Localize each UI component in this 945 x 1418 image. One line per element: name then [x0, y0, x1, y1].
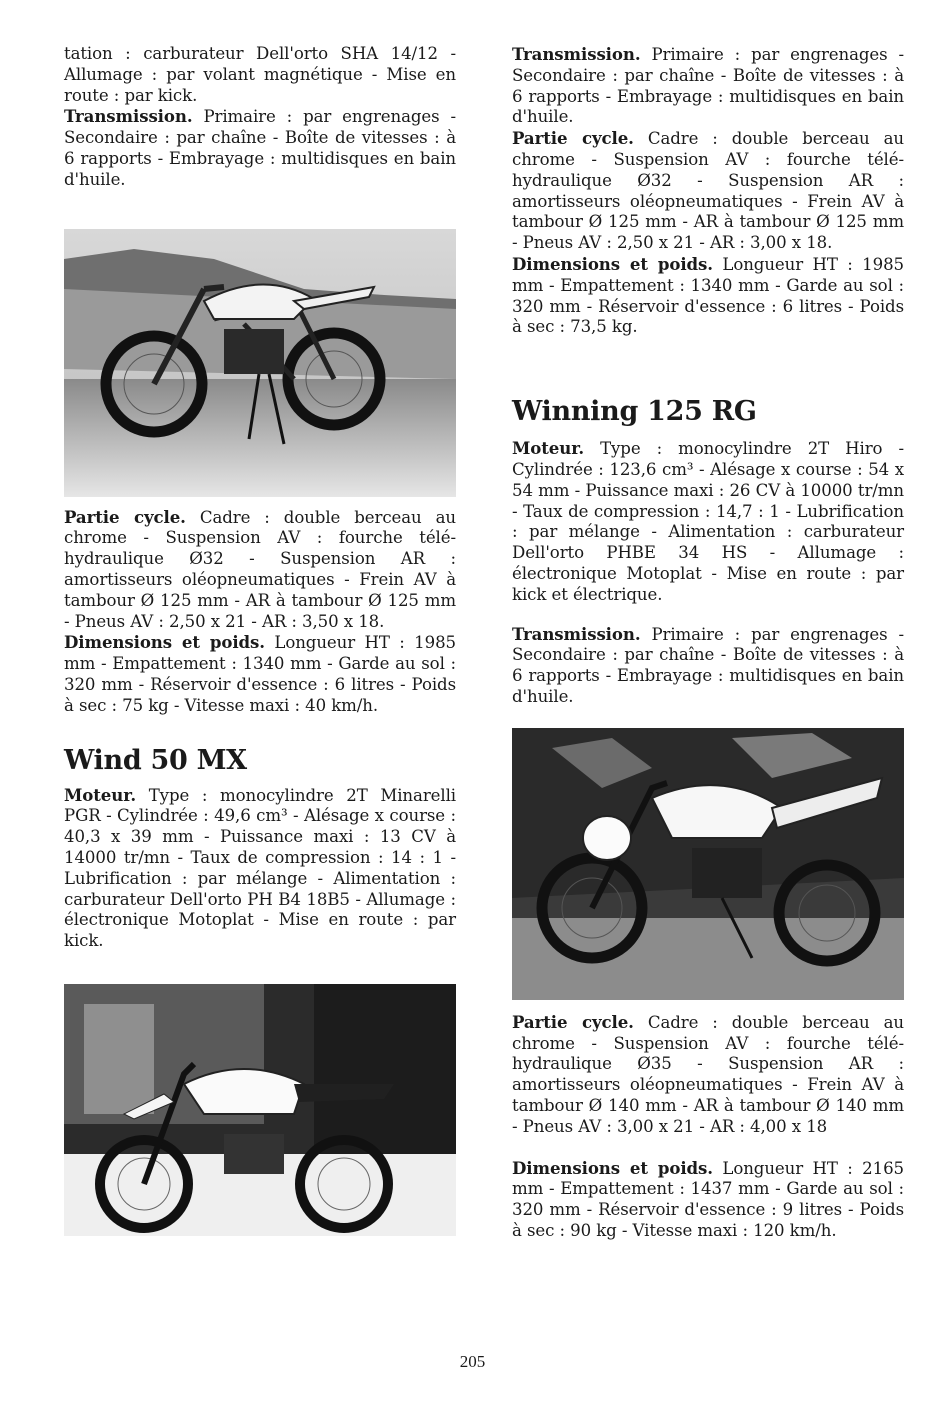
label-partie-cycle: Partie cycle.: [64, 506, 186, 527]
paragraph-dimensions-r1: Dimensions et poids. Longueur HT : 1985 mm - Empattement : 1340 mm - Garde au sol : 320 mm - Réservoir d'essence : 6 litres - Poids à sec : 73,5 kg.: [512, 253, 904, 337]
label-partie-cycle: Partie cycle.: [512, 128, 634, 149]
paragraph-partie-cycle-r1: Partie cycle. Cadre : double berceau au chrome - Suspension AV : fourche télé-hydraulique Ø32 - Suspension AR : amortisseurs oléopneumatiques - Frein AV à tambour Ø 125 mm - AR à tambour Ø 125 mm - Pneus AV : 2,50 x 21 - AR : 3,00 x 18.: [512, 128, 904, 253]
paragraph-transmission-r1: Transmission. Primaire : par engrenages - Secondaire : par chaîne - Boîte de vitesses : à 6 rapports - Embrayage : multidisques en bain d'huile.: [512, 44, 904, 127]
motorcycle-photo-winning: [512, 728, 904, 1000]
paragraph-partie-cycle-r2: Partie cycle. Cadre : double berceau au chrome - Suspension AV : fourche télé-hydraulique Ø35 - Suspension AR : amortisseurs oléopneumatiques - Frein AV à tambour Ø 140 mm - AR à tambour Ø 140 mm - Pneus AV : 3,00 x 21 - AR : 4,00 x 18: [512, 1011, 904, 1136]
left-column: [64, 44, 456, 1236]
paragraph-moteur-winning: Moteur. Type : monocylindre 2T Hiro - Cylindrée : 123,6 cm³ - Alésage x course : 54 x 54 mm - Puissance maxi : 26 CV à 10000 tr/mn - Taux de compression : 14,7 : 1 - Lubrification : par mélange - Alimentation : carburateur Dell'orto PHBE 34 HS - Allumage : électronique Motoplat - Mise en route : par kick et électrique.: [512, 438, 904, 604]
label-dimensions: Dimensions et poids.: [512, 253, 713, 274]
paragraph-dimensions-r2: Dimensions et poids. Longueur HT : 2165 mm - Empattement : 1437 mm - Garde au sol : 320 mm - Réservoir d'essence : 9 litres - Poids à sec : 90 kg - Vitesse maxi : 120 km/h.: [512, 1157, 904, 1240]
label-moteur: Moteur.: [64, 784, 137, 805]
motorcycle-photo-1: [64, 229, 456, 497]
label-moteur: Moteur.: [512, 438, 585, 459]
label-dimensions: Dimensions et poids.: [512, 1157, 713, 1178]
paragraph-carburetion: tation : carburateur Dell'orto SHA 14/12 - Allumage : par volant magnétique - Mise en route : par kick.: [64, 44, 456, 105]
heading-winning-125-rg: Winning 125 RG: [512, 396, 757, 428]
paragraph-transmission: Transmission. Primaire : par engrenages - Secondaire : par chaîne - Boîte de vitesses : à 6 rapports - Embrayage : multidisques en bain d'huile.: [64, 106, 456, 189]
label-partie-cycle: Partie cycle.: [512, 1011, 634, 1032]
label-transmission: Transmission.: [512, 44, 641, 64]
paragraph-dimensions: Dimensions et poids. Longueur HT : 1985 mm - Empattement : 1340 mm - Garde au sol : 320 mm - Réservoir d'essence : 6 litres - Poids à sec : 75 kg - Vitesse maxi : 40 km/h.: [64, 632, 456, 715]
paragraph-transmission-r2: Transmission. Primaire : par engrenages - Secondaire : par chaîne - Boîte de vitesses : à 6 rapports - Embrayage : multidisques en bain d'huile.: [512, 623, 904, 706]
paragraph-moteur-wind: Moteur. Type : monocylindre 2T Minarelli PGR - Cylindrée : 49,6 cm³ - Alésage x course : 40,3 x 39 mm - Puissance maxi : 13 CV à 14000 tr/mn - Taux de compression : 14 : 1 - Lubrification : par mélange - Alimentation : carburateur Dell'orto PH B4 18B5 - Allumage : électronique Motoplat - Mise en route : par kick.: [64, 784, 456, 951]
motorcycle-photo-wind: [64, 984, 456, 1236]
label-dimensions: Dimensions et poids.: [64, 632, 265, 653]
heading-wind-50-mx: Wind 50 MX: [64, 744, 247, 776]
label-transmission: Transmission.: [64, 106, 193, 127]
paragraph-partie-cycle: Partie cycle. Cadre : double berceau au chrome - Suspension AV : fourche télé-hydraulique Ø32 - Suspension AR : amortisseurs oléopneumatiques - Frein AV à tambour Ø 125 mm - AR à tambour Ø 125 mm - Pneus AV : 2,50 x 21 - AR : 3,50 x 18.: [64, 506, 456, 631]
right-column: [512, 44, 904, 1242]
label-transmission: Transmission.: [512, 623, 641, 644]
page-number: 205: [459, 1352, 486, 1371]
